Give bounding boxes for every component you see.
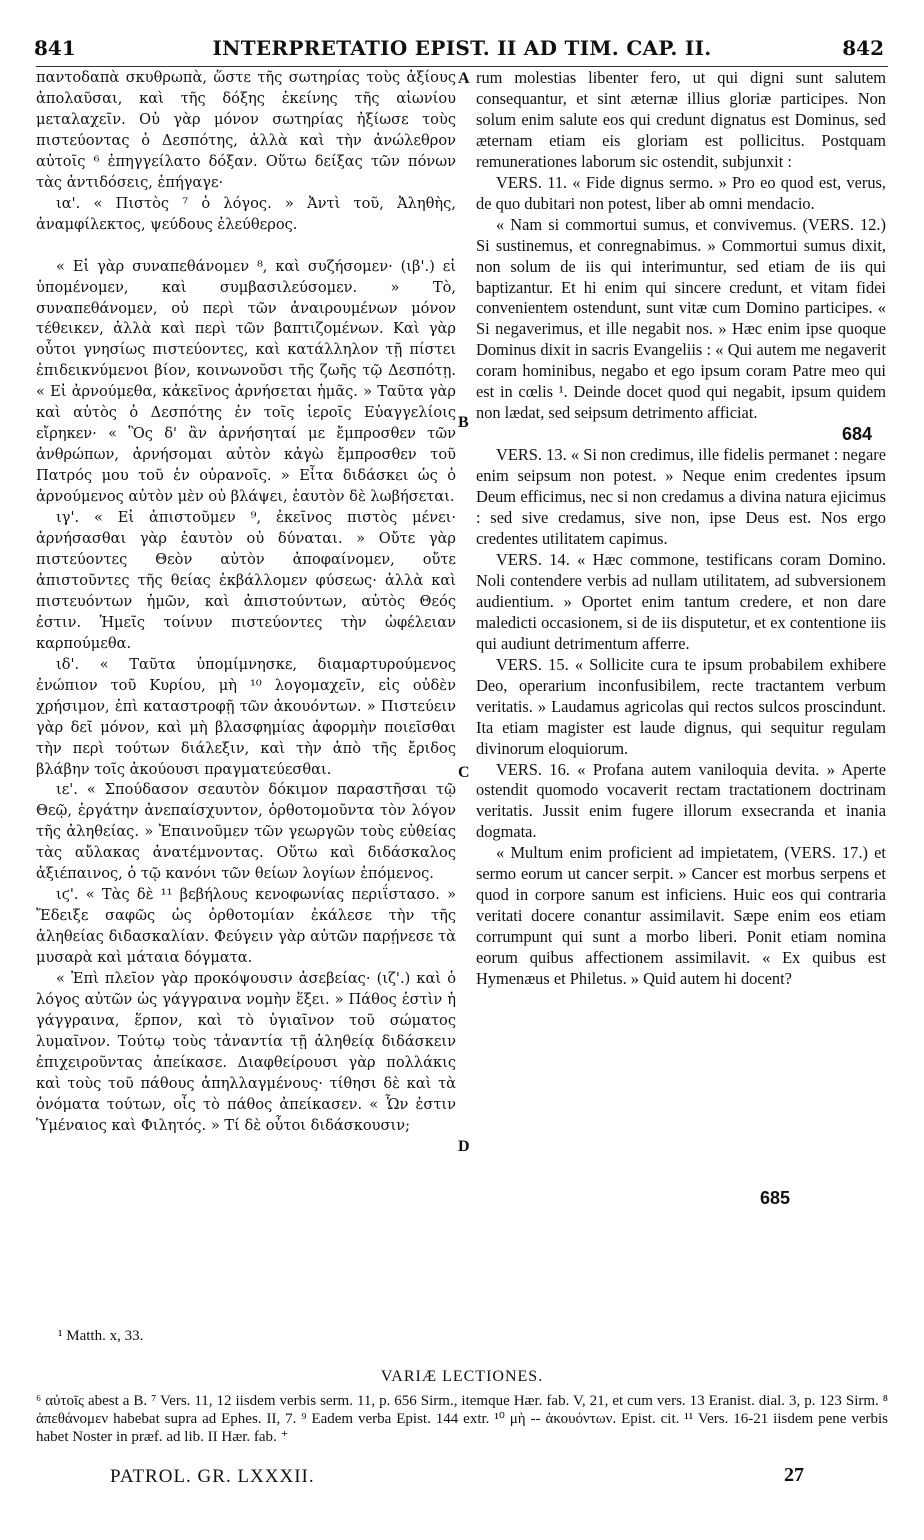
greek-paragraph: « Εἰ γὰρ συναπεθάνομεν ⁸, καὶ συζήσομεν· (ιβ'.) εἰ ὑπομένομεν, καὶ συμβασιλεύσομεν. » Τὸ, συναπεθάνομεν, οὐ περὶ τῶν ἀναιρουμένων μόνον τέθεικεν, ἀλλὰ καὶ περὶ τῶν βαπτιζομένων. Καὶ γὰρ οὗτοι γνησίως πιστεύοντες, καὶ κατάλληλον τῇ πίστει ἐπιδεικνύμενοι βίον, κοινωνοῦσι τῆς ζωῆς τῷ Δεσπότῃ. « Εἰ ἀρνούμεθα, κἀκεῖνος ἀρνήσεται ἡμᾶς. » Ταῦτα γὰρ καὶ αὐτὸς ὁ Δεσπότης ἐν τοῖς ἱεροῖς Εὐαγγελίοις εἴρηκεν· « Ὃς δ' ἂν ἀρνήσηταί με ἔμπροσθεν τῶν ἀνθρώπων, ἀρνήσομαι αὐτὸν κἀγὼ ἔμπροσθεν τοῦ Πατρός μου τοῦ ἐν οὐρανοῖς. » Εἶτα διδάσκει ὡς ὁ ἀρνούμενος αὐτὸν μὲν οὐ βλάψει, ἑαυτὸν δὲ λωβήσεται. <box>36 257 456 506</box>
margin-marker-b: B <box>458 414 469 431</box>
greek-paragraph: παντοδαπὰ σκυθρωπὰ, ὥστε τῆς σωτηρίας τοὺς ἀξίους ἀπολαῦσαι, καὶ τῆς δόξης ἐκείνης τῆς αἰωνίου μεταλαχεῖν. Οὐ γὰρ μόνον σωτηρίας ἠξίωσε τοὺς πιστεύοντας ὁ Δεσπότης, ἀλλὰ καὶ τὴν ἀνώλεθρον αὐτοῖς ⁶ ἐπηγγείλατο δόξαν. Οὕτω δείξας τῶν πόνων τὰς ἀντιδόσεις, ἐπήγαγε· <box>36 69 456 191</box>
margin-marker-d: D <box>458 1138 470 1155</box>
signature-number: 27 <box>784 1464 804 1486</box>
margin-marker-a: A <box>458 70 470 87</box>
greek-column <box>36 68 456 1137</box>
series-signature: PATROL. GR. LXXXII. <box>110 1466 315 1487</box>
greek-paragraph: ια'. « Πιστὸς ⁷ ὁ λόγος. » Ἀντὶ τοῦ, Ἀληθὴς, ἀναμφίλεκτος, ψεύδους ἐλεύθερος. <box>36 194 456 233</box>
greek-paragraph: ιδ'. « Ταῦτα ὑπομίμνησκε, διαμαρτυρούμενος ἐνώπιον τοῦ Κυρίου, μὴ ¹⁰ λογομαχεῖν, εἰς οὐδὲν χρήσιμον, ἐπὶ καταστροφῇ τῶν ἀκουόντων. » Πιστεύειν γὰρ δεῖ μόνον, καὶ μὴ βλασφημίας ἀφορμὴν ποιεῖσθαι τὴν περὶ τούτων διάλεξιν, καὶ τὴν ἀπὸ τῆς ἔριδος βλάβην τοῖς ἀκούουσι πραγματεύεσθαι. <box>36 655 456 778</box>
original-page-number-685: 685 <box>760 1188 791 1208</box>
latin-paragraph: VERS. 13. « Si non credimus, ille fidelis permanet : negare enim seipsum non potest. » Neque enim credentes ipsum Deum efficimus, nec si non credamus a divina natura ejicimus : sed sive credamus, sive non, ipse Deus est. Nos ergo credentes utilitatem capimus. <box>476 445 886 549</box>
greek-paragraph: « Ἐπὶ πλεῖον γὰρ προκόψουσιν ἀσεβείας· (ιζ'.) καὶ ὁ λόγος αὐτῶν ὡς γάγγραινα νομὴν ἕξει. » Πάθος ἐστὶν ἡ γάγγραινα, ἕρπον, καὶ τὸ ὑγιαῖνον τοῦ σώματος λυμαῖνον. Τούτῳ τοὺς τἀναντία τῇ ἀληθείᾳ διδάσκειν ἐπιχειροῦντας ἀπείκασε. Διαφθείρουσι γὰρ πολλάκις καὶ τοὺς τοῦ πάθους ἀπηλλαγμένους· τίθησι δὲ καὶ τὰ ὀνόματα τούτων, οἷς τὸ πάθος ἀπείκασεν. « Ὧν ἐστιν Ὑμέναιος καὶ Φιλητός. » Τί δὲ οὗτοι διδάσκουσιν; <box>36 970 456 1134</box>
paragraph-gap <box>36 236 456 257</box>
header-rule <box>36 66 888 67</box>
latin-column <box>476 68 886 990</box>
page-number-right: 842 <box>842 36 884 60</box>
latin-paragraph: VERS. 15. « Sollicite cura te ipsum probabilem exhibere Deo, operarium inconfusibilem, recte tractantem verbum veritatis. » Laudamus agricolas qui rectos sulcos proscindunt. Ita etiam magister est laude dignus, qui sequitur regulam divinorum eloquiorum. <box>476 654 886 758</box>
variae-lectiones-text: ⁶ αὐτοῖς abest a B. ⁷ Vers. 11, 12 iisdem verbis serm. 11, p. 656 Sirm., itemque Hær. fab. V, 21, et cum vers. 13 Eranist. dial. 3, p. 123 Sirm. ⁸ ἀπεθάνομεν habebat supra ad Ephes. II, 7. ⁹ Eadem verba Epist. 144 extr. ¹⁰ μὴ -- ἀκουόντων. Epist. cit. ¹¹ Vers. 16-21 iisdem pene verbis habet Noster in præf. ad lib. II Hær. fab. ⁺ <box>36 1393 888 1445</box>
latin-paragraph: « Multum enim proficient ad impietatem, (VERS. 17.) et sermo eorum ut cancer serpit. » Cancer est morbus serpens et quod in corpore sanum est inficiens. Huic eos qui contraria veritati docere conantur assimilavit. Sæpe enim eos etiam corrumpunt qui sunt a morbo liberi. Ponit etiam nomina eorum quibus affectionem assimilavit. « Ex quibus est Hymenæus et Philetus. » Quid autem hi docent? <box>476 843 886 989</box>
paragraph-gap <box>476 424 886 445</box>
greek-paragraph: ιε'. « Σπούδασον σεαυτὸν δόκιμον παραστῆσαι τῷ Θεῷ, ἐργάτην ἀνεπαίσχυντον, ὀρθοτομοῦντα τὸν λόγον τῆς ἀληθείας. » Ἐπαινοῦμεν τῶν γεωργῶν τοὺς εὐθείας τὰς αὔλακας ἀνατέμνοντας. Οὕτω καὶ διδάσκαλος ἀξιέπαινος, ὁ τῷ κανόνι τῶν θείων λογίων ἑπόμενος. <box>36 781 456 883</box>
margin-marker-c: C <box>458 764 470 781</box>
original-page-number-684: 684 <box>842 424 873 444</box>
greek-paragraph: ιγ'. « Εἰ ἀπιστοῦμεν ⁹, ἐκεῖνος πιστὸς μένει· ἀρνήσασθαι γὰρ ἑαυτὸν οὐ δύναται. » Οὔτε γὰρ πιστεύοντες Θεὸν αὐτὸν ἀποφαίνομεν, οὔτε ἀπιστοῦντες τῆς θείας ἐκβάλλομεν φύσεως· ἀλλὰ καὶ πιστευόντων ἡμῶν, καὶ ἀπιστούντων, αὐτὸς Θεός ἐστιν. Ἡμεῖς τοίνυν πιστεύοντες τὴν ὠφέλειαν καρπούμεθα. <box>36 509 456 652</box>
footnote: ¹ Matth. x, 33. <box>58 1328 144 1344</box>
variae-lectiones <box>36 1392 888 1446</box>
latin-paragraph: VERS. 16. « Profana autem vaniloquia devita. » Aperte ostendit quomodo vocaverit rectam tractationem doctrinam veritatis. Jussit enim fugere illorum exsecranda et inania dogmata. <box>476 759 886 842</box>
page-number-left: 841 <box>34 36 76 60</box>
latin-paragraph: « Nam si commortui sumus, et convivemus. (VERS. 12.) Si sustinemus, et conregnabimus. » Commortui sumus dixit, non solum de iis qui interimuntur, sed etiam de iis qui baptizantur. Et hi enim qui sincere credunt, et vitam fidei convenientem ostendunt, sunt vitæ cum Domino participes. « Si negaverimus, et ille negabit nos. » Hæc enim ipse quoque Dominus dixit in sacris Evangeliis : « Qui autem me negaverit coram hominibus, negabo et ego ipsum coram Patre meo qui est in cœlis ¹. Deinde docet quod qui negabit, ipsum quidem non lædat, sed seipsum detrimento afficiat. <box>476 214 886 423</box>
page-header <box>0 36 924 66</box>
latin-paragraph: rum molestias libenter fero, ut qui digni sunt salutem consequantur, et sint æternæ illius gloriæ participes. Non solum enim salute eos qui credunt dignatus est Dominus, sed æternam etiam eis gloriam est pollicitus. Postquam remunerationes laborum sic ostendit, subjunxit : <box>476 68 886 171</box>
greek-paragraph: ιϛ'. « Τὰς δὲ ¹¹ βεβήλους κενοφωνίας περιΐστασο. » Ἔδειξε σαφῶς ὡς ὀρθοτομίαν ἐκάλεσε τὴν τῆς ἀληθείας διδασκαλίαν. Φεύγειν γὰρ αὐτῶν παρῄνεσε τὰ μυσαρὰ καὶ μάταια δόγματα. <box>36 886 456 967</box>
latin-paragraph: VERS. 11. « Fide dignus sermo. » Pro eo quod est, verus, de quo dubitari non potest, liber ab omni mendacio. <box>476 172 886 213</box>
latin-paragraph: VERS. 14. « Hæc commone, testificans coram Domino. Noli contendere verbis ad nullam utilitatem, ad subversionem audientium. » Oportet enim tantum credere, et non dare maledicti occasionem, si de iis disputetur, et ex contentione iis qui audiunt detrimentum afferre. <box>476 549 886 653</box>
running-title: INTERPRETATIO EPIST. II AD TIM. CAP. II. <box>212 36 712 60</box>
variae-lectiones-title: VARIÆ LECTIONES. <box>380 1368 544 1385</box>
